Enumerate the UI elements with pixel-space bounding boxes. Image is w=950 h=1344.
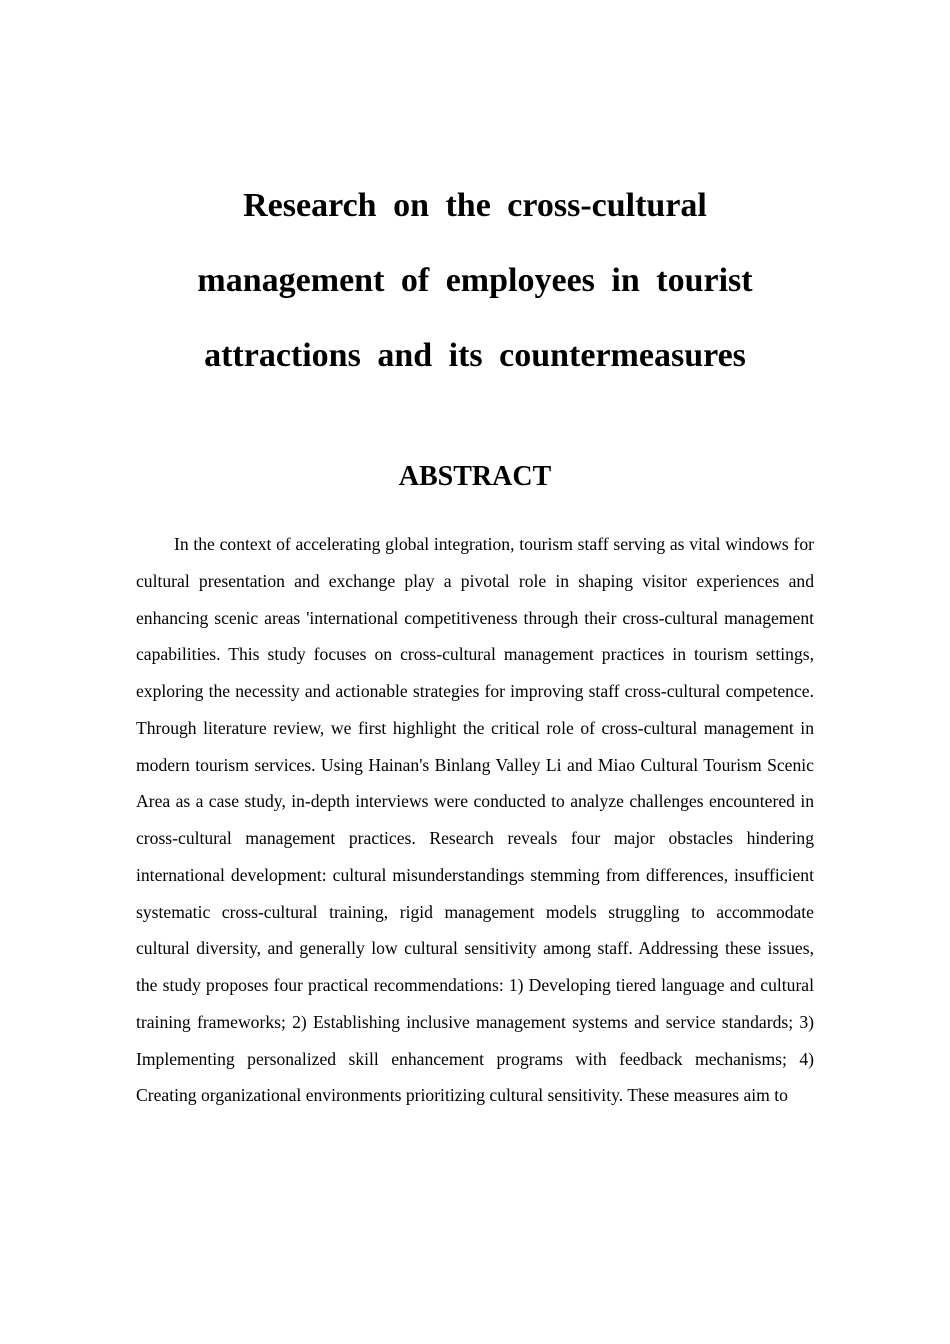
title-line-3: attractions and its countermeasures — [204, 337, 746, 374]
title-line-2: management of employees in tourist — [197, 262, 753, 299]
abstract-body: In the context of accelerating global integration, tourism staff serving as vital windows for cultural presentation and exchange play a pivotal role in shaping visitor experiences and enhancing scenic areas 'international competitiveness through their cross-cultural management capabilities. This study focuses on cross-cultural management practices in tourism settings, exploring the necessity and actionable strategies for improving staff cross-cultural competence. Through literature review, we first highlight the critical role of cross-cultural management in modern tourism services. Using Hainan's Binlang Valley Li and Miao Cultural Tourism Scenic Area as a case study, in-depth interviews were conducted to analyze challenges encountered in cross-cultural management practices. Research reveals four major obstacles hindering international development: cultural misunderstandings stemming from differences, insufficient systematic cross-cultural training, rigid management models struggling to accommodate cultural diversity, and generally low cultural sensitivity among staff. Addressing these issues, the study proposes four practical recommendations: 1) Developing tiered language and cultural training frameworks; 2) Establishing inclusive management systems and service standards; 3) Implementing personalized skill enhancement programs with feedback mechanisms; 4) Creating organizational environments prioritizing cultural sensitivity. These measures aim to — [136, 534, 814, 1106]
abstract-heading: ABSTRACT — [398, 461, 552, 492]
title-line-1: Research on the cross-cultural — [243, 187, 707, 224]
paper-title — [136, 168, 814, 393]
